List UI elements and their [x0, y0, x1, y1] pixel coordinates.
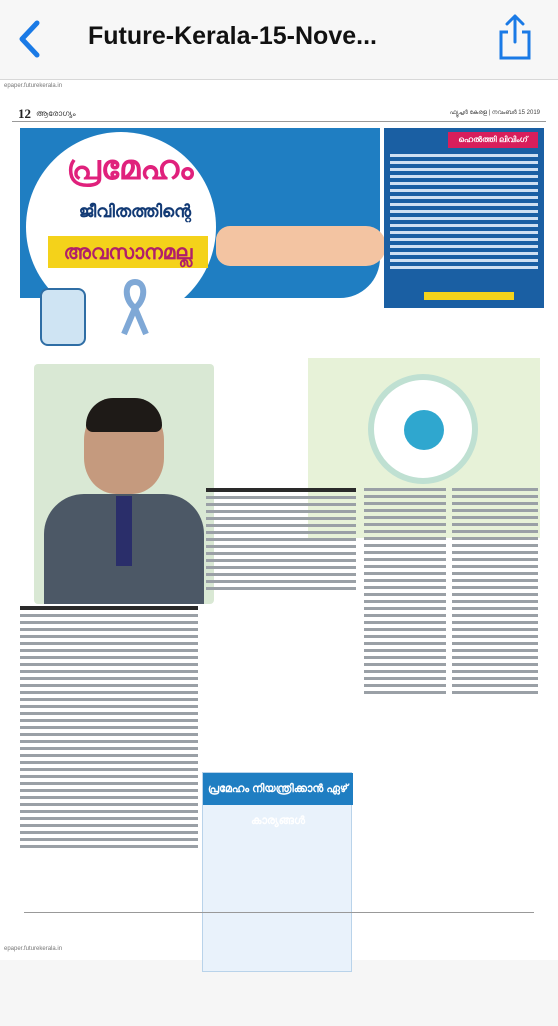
- headline-sub: ജീവിതത്തിന്റെ: [78, 202, 192, 222]
- page-url-footer: epaper.futurekerala.in: [4, 946, 63, 952]
- sidebar-text: [390, 154, 538, 273]
- article-column-1: [20, 606, 198, 1026]
- article-column-4: [452, 488, 538, 908]
- document-title: Future-Kerala-15-Nove...: [88, 22, 377, 50]
- newspaper-page: [12, 106, 546, 932]
- navigation-bar: [0, 0, 558, 80]
- pointing-hand-image: [216, 226, 386, 266]
- page-date: ഫ്യൂച്ചർ കേരള | നവംബർ 15 2019: [449, 110, 540, 116]
- sidebar-footer: [424, 292, 514, 300]
- headline-highlight: അവസാനമല്ല: [48, 236, 208, 268]
- sidebar-heading: ഹെൽത്തി ലിവിംഗ്: [448, 132, 538, 148]
- share-button[interactable]: [495, 12, 535, 62]
- plate: [368, 374, 478, 484]
- ribbon-icon: [120, 278, 150, 338]
- headline-main: പ്രമേഹം: [66, 148, 194, 188]
- share-icon: [495, 12, 535, 62]
- back-button[interactable]: [10, 18, 48, 60]
- page-section: ആരോഗ്യം: [36, 109, 76, 118]
- page-number: 12: [18, 106, 31, 121]
- article-column-3: [364, 488, 446, 908]
- sidebar-column: [384, 128, 544, 308]
- tips-box: [202, 772, 352, 972]
- plate-center: [404, 410, 444, 450]
- tips-box-heading: പ്രമേഹം നിയന്ത്രിക്കാൻ ഏഴ് കാര്യങ്ങൾ: [203, 773, 353, 805]
- chevron-left-icon: [17, 20, 41, 58]
- page-url-header: epaper.futurekerala.in: [4, 83, 63, 89]
- pdf-viewer[interactable]: [0, 80, 558, 960]
- glucometer-image: [40, 288, 86, 346]
- page-footer: [24, 912, 534, 924]
- page-header: [12, 106, 546, 122]
